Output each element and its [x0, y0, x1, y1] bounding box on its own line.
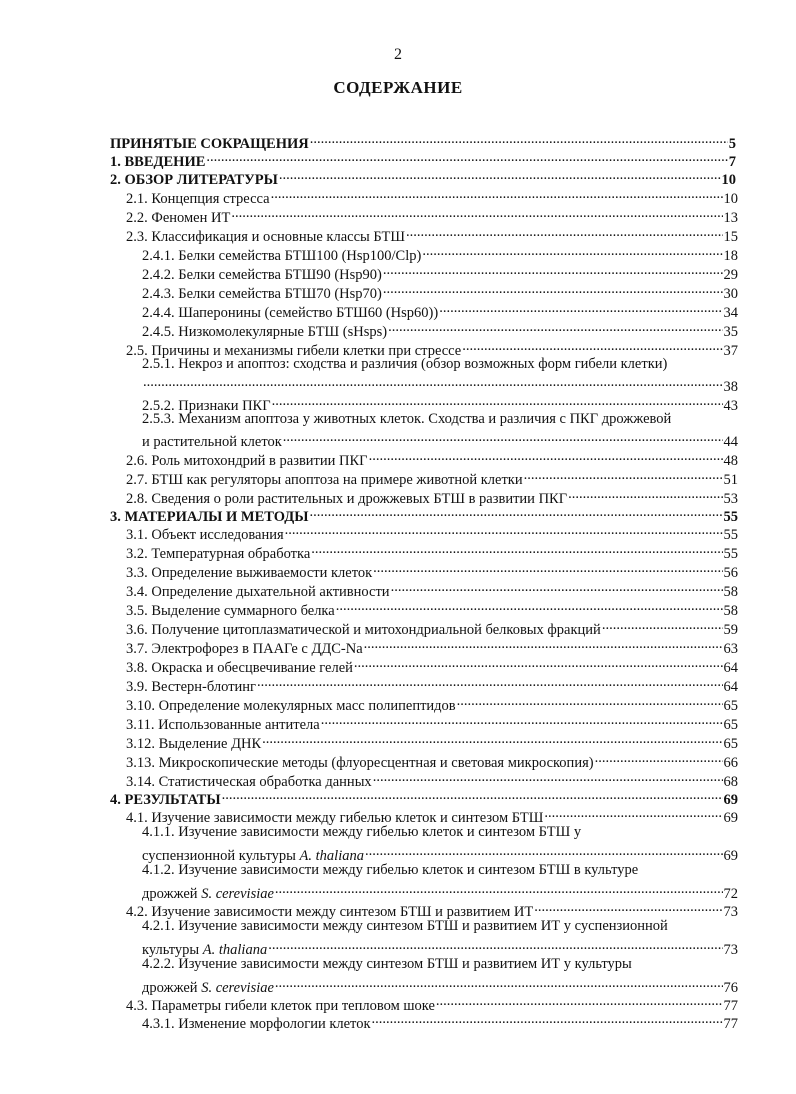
toc-entry: 4.3. Параметры гибели клеток при тепловом шоке ..... 77	[126, 992, 738, 1010]
toc-entry: 4.1. Изучение зависимости между гибелью клеток и синтезом БТШ ..... 69	[126, 804, 738, 822]
toc-entry: дрожжей S. cerevisiae ..... 72	[142, 880, 738, 898]
toc-entry: 2.3. Классификация и основные классы БТШ ..... 15	[126, 223, 738, 241]
toc-entry: ПРИНЯТЫЕ СОКРАЩЕНИЯ ..... 5	[110, 130, 736, 148]
toc-entry: 2. ОБЗОР ЛИТЕРАТУРЫ ..... 10	[110, 166, 736, 184]
toc-entry: дрожжей S. cerevisiae ..... 76	[142, 974, 738, 992]
toc-entry: 1. ВВЕДЕНИЕ ..... 7	[110, 148, 736, 166]
toc-entry: 2.6. Роль митохондрий в развитии ПКГ ..... 48	[126, 447, 738, 465]
toc-entry: 2.5.2. Признаки ПКГ ..... 43	[142, 392, 738, 410]
toc-entry: 3.6. Получение цитоплазматической и митохондриальной белковых фракций ..... 59	[126, 616, 738, 634]
toc-entry: 4. РЕЗУЛЬТАТЫ ..... 69	[110, 786, 738, 804]
toc-entry: 3.10. Определение молекулярных масс полипептидов ..... 65	[126, 692, 738, 710]
toc-entry-text: 4.2.1. Изучение зависимости между синтезом БТШ и развитием ИТ у суспензионной	[142, 918, 668, 934]
toc-entry: 3.1. Объект исследования ..... 55	[126, 521, 738, 539]
toc-entry: 3.4. Определение дыхательной активности ..... 58	[126, 578, 738, 596]
toc-entry-text: 2.5.3. Механизм апоптоза у животных клеток. Сходства и различия с ПКГ дрожжевой	[142, 411, 672, 427]
toc-entry-text: 2.5.1. Некроз и апоптоз: сходства и различия (обзор возможных форм гибели клетки)	[142, 356, 668, 372]
toc-entry: культуры A. thaliana ..... 73	[142, 936, 738, 954]
toc-entry: ..... 38	[142, 373, 738, 391]
toc-entry-text: 4.1.2. Изучение зависимости между гибелью клеток и синтезом БТШ в культуре	[142, 862, 639, 878]
toc-entry: 3.11. Использованные антитела ..... 65	[126, 711, 738, 729]
toc-entry: 3.2. Температурная обработка ..... 55	[126, 540, 738, 558]
toc-entry: 3.14. Статистическая обработка данных ..... 68	[126, 768, 738, 786]
page-title: СОДЕРЖАНИЕ	[333, 78, 463, 97]
toc-entry: 3. МАТЕРИАЛЫ И МЕТОДЫ ..... 55	[110, 503, 738, 521]
toc-entry: 4.3.1. Изменение морфологии клеток ..... 77	[142, 1010, 738, 1028]
toc-entry: 2.2. Феномен ИТ ..... 13	[126, 204, 738, 222]
toc-entry: 3.7. Электрофорез в ПААГе с ДДС-Na ..... 63	[126, 635, 738, 653]
toc-entry: 2.1. Концепция стресса ..... 10	[126, 185, 738, 203]
toc-entry: 3.5. Выделение суммарного белка ..... 58	[126, 597, 738, 615]
species-name: S. cerevisiae	[201, 980, 274, 996]
toc-entry: 4.2. Изучение зависимости между синтезом БТШ и развитием ИТ ..... 73	[126, 898, 738, 916]
toc-entry: 3.3. Определение выживаемости клеток ..... 56	[126, 559, 738, 577]
toc-entry: и растительной клеток ..... 44	[142, 428, 738, 446]
toc-entry: 2.4.1. Белки семейства БТШ100 (Hsp100/Clp) ..... 18	[142, 242, 738, 260]
toc-entry: 2.5. Причины и механизмы гибели клетки при стрессе ..... 37	[126, 337, 738, 355]
toc-entry: 2.4.3. Белки семейства БТШ70 (Hsp70) ..... 30	[142, 280, 738, 298]
toc-entry: 3.9. Вестерн-блотинг ..... 64	[126, 673, 738, 691]
toc-entry: 2.4.4. Шаперонины (семейство БТШ60 (Hsp60)) ..... 34	[142, 299, 738, 317]
toc-entry-text: 4.1.1. Изучение зависимости между гибелью клеток и синтезом БТШ у	[142, 824, 582, 840]
species-name: A. thaliana	[202, 942, 268, 958]
species-name: S. cerevisiae	[201, 886, 274, 902]
toc-entry: суспензионной культуры A. thaliana ..... 69	[142, 842, 738, 860]
toc-entry: 3.13. Микроскопические методы (флуоресцентная и световая микроскопия) ..... 66	[126, 749, 738, 767]
toc-entry: 2.7. БТШ как регуляторы апоптоза на примере животной клетки ..... 51	[126, 466, 738, 484]
toc-entry: 2.4.5. Низкомолекулярные БТШ (sHsps) ..... 35	[142, 318, 738, 336]
toc-entry: 3.8. Окраска и обесцвечивание гелей ..... 64	[126, 654, 738, 672]
toc-entry-text: 4.2.2. Изучение зависимости между синтезом БТШ и развитием ИТ у культуры	[142, 956, 632, 972]
toc-entry: 2.4.2. Белки семейства БТШ90 (Hsp90) ..... 29	[142, 261, 738, 279]
species-name: A. thaliana	[299, 848, 364, 864]
page-number: 2	[394, 46, 402, 63]
toc-entry: 3.12. Выделение ДНК ..... 65	[126, 730, 738, 748]
toc-entry: 2.8. Сведения о роли растительных и дрожжевых БТШ в развитии ПКГ ..... 53	[126, 485, 738, 503]
